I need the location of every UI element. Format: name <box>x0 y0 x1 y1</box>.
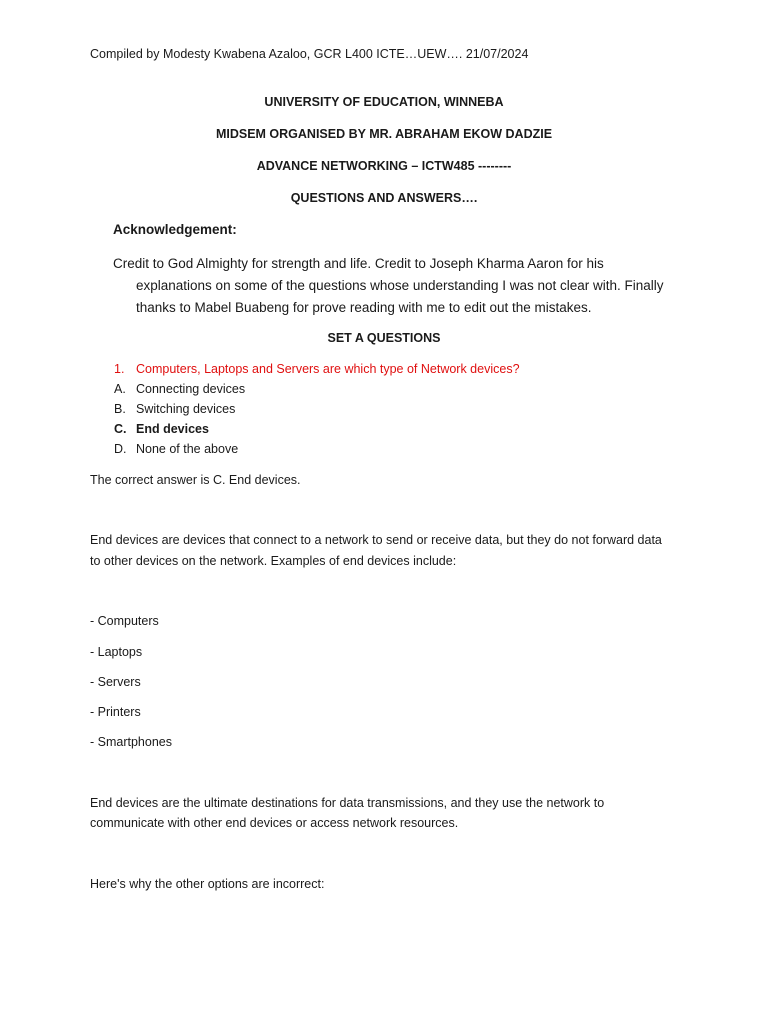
option-d <box>0 442 768 460</box>
set-a-heading: SET A QUESTIONS <box>327 331 441 345</box>
option-text: End devices <box>136 422 209 436</box>
question-1 <box>0 362 768 380</box>
acknowledgement-line-2: explanations on some of the questions whose understanding I was not clear with. Finally <box>136 278 664 293</box>
example-item: - Laptops <box>90 645 143 659</box>
option-letter: A. <box>114 382 126 396</box>
midsem-title: MIDSEM ORGANISED BY MR. ABRAHAM EKOW DADZIE <box>215 127 553 141</box>
acknowledgement-line-1: Credit to God Almighty for strength and life. Credit to Joseph Kharma Aaron for his <box>113 256 604 271</box>
option-letter: C. <box>114 422 127 436</box>
option-c-correct <box>0 422 768 440</box>
option-text: Switching devices <box>136 402 236 416</box>
question-text: Computers, Laptops and Servers are which type of Network devices? <box>136 362 520 376</box>
option-text: Connecting devices <box>136 382 246 396</box>
correct-answer: The correct answer is C. End devices. <box>90 473 301 487</box>
option-letter: B. <box>114 402 126 416</box>
option-b <box>0 402 768 420</box>
example-item: - Computers <box>90 614 159 628</box>
acknowledgement-heading: Acknowledgement: <box>113 222 237 237</box>
acknowledgement-line-3: thanks to Mabel Buabeng for prove reading with me to edit out the mistakes. <box>136 300 592 315</box>
option-text: None of the above <box>136 442 239 456</box>
question-number: 1. <box>114 362 125 376</box>
explanation-line-1: End devices are devices that connect to a network to send or receive data, but they do not forward data <box>90 533 662 547</box>
option-a <box>0 382 768 400</box>
destination-line-1: End devices are the ultimate destinations for data transmissions, and they use the network to <box>90 796 605 810</box>
qa-title: QUESTIONS AND ANSWERS…. <box>290 191 478 205</box>
example-item: - Smartphones <box>90 735 172 749</box>
example-item: - Printers <box>90 705 141 719</box>
why-other-options: Here's why the other options are incorrect: <box>90 877 325 891</box>
course-title: ADVANCE NETWORKING – ICTW485 -------- <box>256 159 512 173</box>
option-letter: D. <box>114 442 127 456</box>
university-title: UNIVERSITY OF EDUCATION, WINNEBA <box>264 95 504 109</box>
example-item: - Servers <box>90 675 141 689</box>
destination-line-2: communicate with other end devices or access network resources. <box>90 816 459 830</box>
explanation-line-2: to other devices on the network. Examples of end devices include: <box>90 554 457 568</box>
compiled-by-header: Compiled by Modesty Kwabena Azaloo, GCR L400 ICTE…UEW…. 21/07/2024 <box>90 47 529 61</box>
